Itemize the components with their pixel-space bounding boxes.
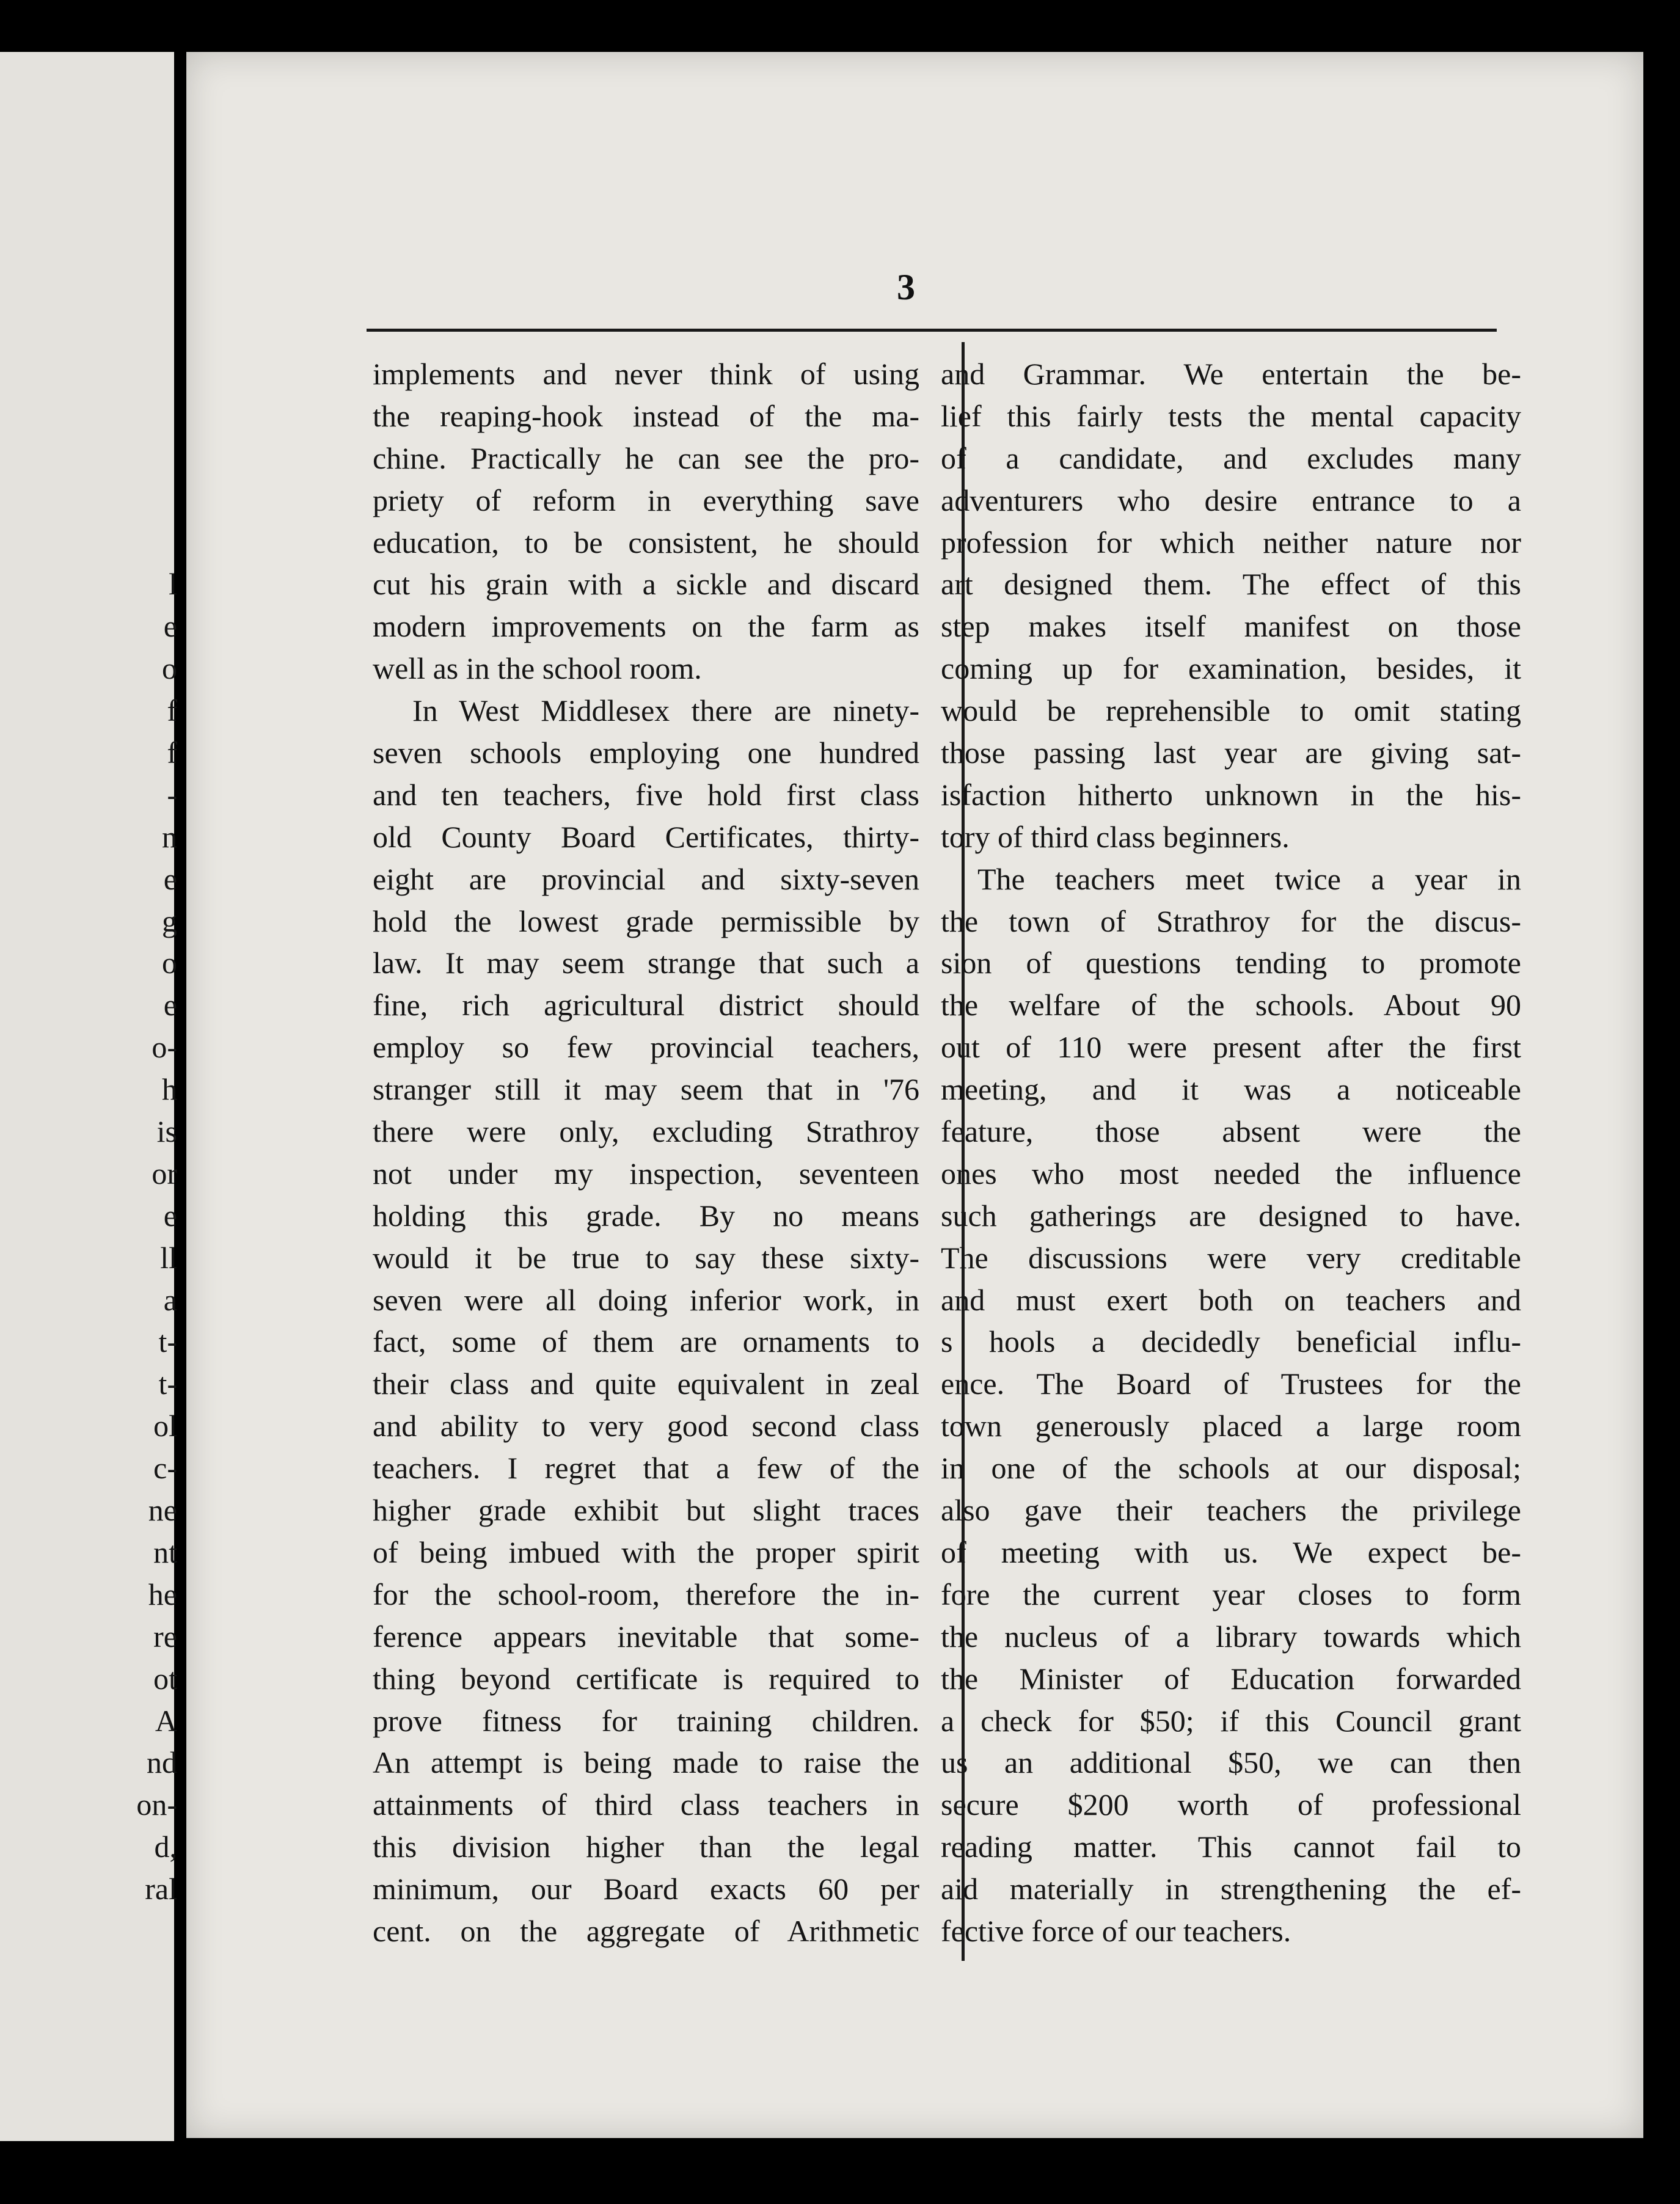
fragment-spacer — [0, 437, 183, 480]
text-line: step makes itself manifest on those — [941, 609, 1521, 644]
text-line: hold the lowest grade permissible by — [373, 903, 919, 938]
text-line: isfaction hitherto unknown in the his- — [941, 777, 1521, 812]
text-fragment: - — [167, 777, 177, 812]
fragment-spacer — [0, 522, 183, 564]
text-fragment: he — [148, 1577, 177, 1611]
text-line: the nucleus of a library towards which — [941, 1619, 1521, 1654]
text-line: lief this fairly tests the mental capacity — [941, 398, 1521, 433]
text-fragment: e — [163, 609, 177, 644]
text-line: higher grade exhibit but slight traces — [373, 1493, 919, 1528]
text-line: chine. Practically he can see the pro- — [373, 440, 919, 475]
text-line: of meeting with us. We expect be- — [941, 1534, 1521, 1569]
text-line: adventurers who desire entrance to a — [941, 483, 1521, 517]
text-line: the reaping-hook instead of the ma- — [373, 398, 919, 433]
text-fragment: c- — [153, 1451, 177, 1486]
text-line: there were only, excluding Strathroy — [373, 1114, 919, 1149]
text-line: holding this grade. By no means — [373, 1198, 919, 1233]
text-fragment: ol — [153, 1409, 177, 1443]
text-line: would be reprehensible to omit stating — [941, 693, 1521, 728]
text-fragment: e — [163, 861, 177, 896]
text-line: the welfare of the schools. About 90 — [941, 988, 1521, 1023]
text-line: old County Board Certificates, thirty- — [373, 819, 919, 854]
text-line: An attempt is being made to raise the — [373, 1745, 919, 1780]
text-fragment: g — [162, 903, 177, 938]
text-line: us an additional $50, we can then — [941, 1745, 1521, 1780]
text-fragment: f — [167, 693, 177, 728]
text-fragment: o- — [152, 1030, 177, 1065]
text-line: tory of third class beginners. — [941, 819, 1290, 854]
text-line: employ so few provincial teachers, — [373, 1030, 919, 1065]
text-fragment: t- — [158, 1367, 177, 1401]
text-line: and Grammar. We entertain the be- — [941, 357, 1521, 391]
text-line: the Minister of Education forwarded — [941, 1661, 1521, 1696]
text-fragment: d, — [154, 1830, 177, 1864]
text-line: the town of Strathroy for the discus- — [941, 903, 1521, 938]
text-line: out of 110 were present after the first — [941, 1030, 1521, 1065]
text-line: fact, some of them are ornaments to — [373, 1324, 919, 1359]
text-line: their class and quite equivalent in zeal — [373, 1367, 919, 1401]
text-line: well as in the school room. — [373, 651, 702, 686]
text-line: not under my inspection, seventeen — [373, 1156, 919, 1191]
text-line: feature, those absent were the — [941, 1114, 1521, 1149]
text-fragment: ot — [153, 1661, 177, 1696]
text-line: stranger still it may seem that in '76 — [373, 1072, 919, 1107]
text-fragment: e — [163, 988, 177, 1023]
text-fragment: ral — [145, 1872, 177, 1907]
text-line: cent. on the aggregate of Arithmetic — [373, 1913, 919, 1948]
text-line: and ability to very good second class — [373, 1409, 919, 1443]
text-line: fore the current year closes to form — [941, 1577, 1521, 1611]
header-rule — [367, 329, 1497, 332]
text-line: this division higher than the legal — [373, 1830, 919, 1864]
text-fragment: l — [169, 567, 177, 602]
text-line: s hools a decidedly beneficial influ- — [941, 1324, 1521, 1359]
text-fragment: t- — [158, 1324, 177, 1359]
page-number: 3 — [897, 267, 915, 307]
text-fragment: h — [162, 1072, 177, 1107]
text-line: The discussions were very creditable — [941, 1240, 1521, 1275]
text-line: secure $200 worth of professional — [941, 1787, 1521, 1822]
text-line: modern improvements on the farm as — [373, 609, 919, 644]
text-line: sion of questions tending to promote — [941, 946, 1521, 980]
text-line: ence. The Board of Trustees for the — [941, 1367, 1521, 1401]
text-line: profession for which neither nature nor — [941, 525, 1521, 560]
text-fragment: n — [162, 819, 177, 854]
text-fragment: o — [162, 651, 177, 686]
text-line: those passing last year are giving sat- — [941, 735, 1521, 770]
text-line: eight are provincial and sixty-seven — [373, 861, 919, 896]
text-line: prove fitness for training children. — [373, 1703, 919, 1738]
text-line: also gave their teachers the privilege — [941, 1493, 1521, 1528]
text-line: implements and never think of using — [373, 357, 919, 391]
text-line: meeting, and it was a noticeable — [941, 1072, 1521, 1107]
fragment-spacer — [0, 353, 183, 395]
text-line: reading matter. This cannot fail to — [941, 1830, 1521, 1864]
text-line: a check for $50; if this Council grant — [941, 1703, 1521, 1738]
text-line: coming up for examination, besides, it — [941, 651, 1521, 686]
text-fragment: nt — [153, 1534, 177, 1569]
text-line: of a candidate, and excludes many — [941, 440, 1521, 475]
text-fragment: is — [156, 1114, 177, 1149]
text-line: teachers. I regret that a few of the — [373, 1451, 919, 1486]
text-line: In West Middlesex there are ninety- — [412, 693, 919, 728]
text-line: ference appears inevitable that some- — [373, 1619, 919, 1654]
text-fragment: or — [152, 1156, 177, 1191]
text-line: seven were all doing inferior work, in — [373, 1282, 919, 1317]
text-line: cut his grain with a sickle and discard — [373, 567, 919, 602]
text-line: and ten teachers, five hold first class — [373, 777, 919, 812]
text-line: town generously placed a large room — [941, 1409, 1521, 1443]
text-line: fine, rich agricultural district should — [373, 988, 919, 1023]
text-fragment: re — [153, 1619, 177, 1654]
text-fragment: ll — [160, 1240, 177, 1275]
text-line: aid materially in strengthening the ef- — [941, 1872, 1521, 1907]
text-line: art designed them. The effect of this — [941, 567, 1521, 602]
text-line: of being imbued with the proper spirit — [373, 1534, 919, 1569]
text-line: and must exert both on teachers and — [941, 1282, 1521, 1317]
text-line: The teachers meet twice a year in — [977, 861, 1521, 896]
text-line: ones who most needed the influence — [941, 1156, 1521, 1191]
text-line: priety of reform in everything save — [373, 483, 919, 517]
adjacent-page-text-fragments — [0, 353, 183, 1910]
text-line: seven schools employing one hundred — [373, 735, 919, 770]
text-line: for the school-room, therefore the in- — [373, 1577, 919, 1611]
text-line: would it be true to say these sixty- — [373, 1240, 919, 1275]
text-fragment: A — [155, 1703, 177, 1738]
text-fragment: f — [167, 735, 177, 770]
text-line: minimum, our Board exacts 60 per — [373, 1872, 919, 1907]
text-fragment: on- — [136, 1787, 177, 1822]
text-fragment: o — [162, 946, 177, 980]
text-line: attainments of third class teachers in — [373, 1787, 919, 1822]
text-line: fective force of our teachers. — [941, 1913, 1291, 1948]
fragment-spacer — [0, 480, 183, 522]
text-fragment: e — [163, 1198, 177, 1233]
text-line: in one of the schools at our disposal; — [941, 1451, 1521, 1486]
text-line: thing beyond certificate is required to — [373, 1661, 919, 1696]
text-line: such gatherings are designed to have. — [941, 1198, 1521, 1233]
right-text-column — [941, 353, 1521, 1952]
text-fragment: ne — [148, 1493, 177, 1528]
fragment-spacer — [0, 395, 183, 437]
text-line: education, to be consistent, he should — [373, 525, 919, 560]
text-line: law. It may seem strange that such a — [373, 946, 919, 980]
text-fragment: a — [163, 1282, 177, 1317]
text-fragment: nd — [147, 1745, 177, 1780]
left-text-column — [373, 353, 919, 1952]
